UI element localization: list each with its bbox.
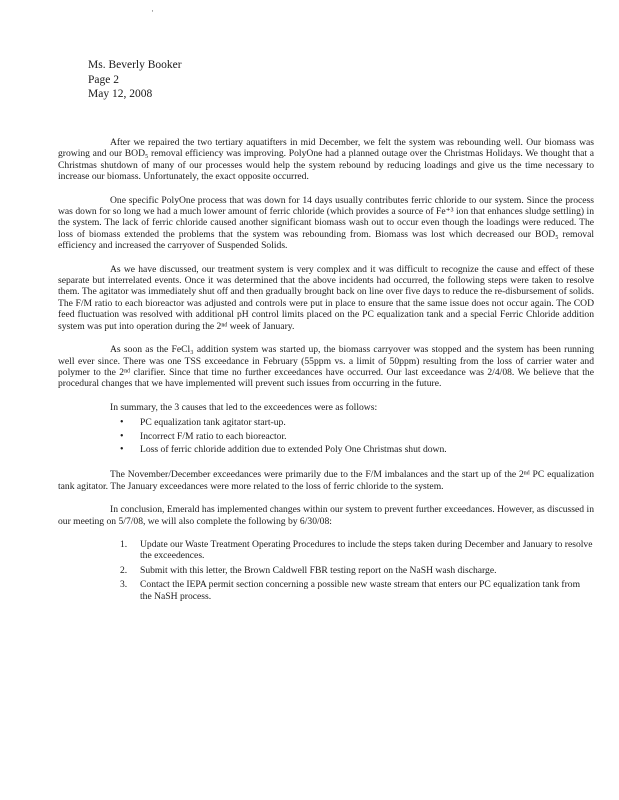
letter-body (58, 137, 594, 605)
letter-date: May 12, 2008 (88, 88, 153, 100)
paragraph-corrective-steps: As we have discussed, our treatment system is very complex and it was difficult to recognize the cause and effect of these separate but interrelated events. Once it was determined that the above incidents had occurred, the following steps were taken to resolve them. The agitator was immediately shut off and then gradually brought back on line over five days to reduce the re-disbursement of solids. The F/M ratio to each bioreactor was adjusted and controls were put in place to ensure that the same issue does not occur again. The COD feed fluctuation was resolved with additional pH control limits placed on the PC equalization tank and a special Ferric Chloride addition system was put into operation during the 2ⁿᵈ week of January. (58, 263, 594, 332)
page-mark: · (151, 6, 154, 16)
item-number: 3. (120, 579, 128, 591)
paragraph-summary: In summary, the 3 causes that led to the exceedences were as follows: (110, 401, 378, 413)
list-item (120, 579, 594, 602)
paragraph-ferric-chloride: One specific PolyOne process that was down for 14 days usually contributes ferric chloride to our system. Since the process was down for so long we had a much lower amount of ferric chloride (which provides a source of Fe⁺³ ion that enhances sludge settling) in the system. The lack of ferric chloride caused another significant biomass wash out to occur even though the loadings were reduced. The loss of biomass extended the problems that the system was rebounding from. Biomass was lost which decreased our BOD₅ removal efficiency and increased the carryover of Suspended Solids. (58, 194, 594, 252)
actions-list (58, 539, 594, 602)
item-text: Contact the IEPA permit section concerning a possible new waste stream that enters our PC equalization tank from the NaSH process. (140, 579, 581, 602)
list-item: • PC equalization tank agitator start-up. (120, 417, 594, 428)
list-item: • Loss of ferric chloride addition due to extended Poly One Christmas shut down. (120, 444, 594, 455)
list-item (120, 565, 594, 576)
paragraph-fecl3-system: As soon as the FeCl₃ addition system was started up, the biomass carryover was stopped and the system has been running well ever since. There was one TSS exceedance in February (55ppm vs. a limit of 50ppm) resulting from the loss of carrier water and polymer to the 2ⁿᵈ clarifier. Since that time no further exceedances have occurred. Our last exceedance was 2/4/08. We believe that the procedural changes that we have implemented will prevent such issues from occurring in the future. (58, 344, 594, 390)
causes-list (58, 417, 594, 455)
list-item (120, 539, 594, 562)
item-text: Update our Waste Treatment Operating Procedures to include the steps taken during December and January to resolve the exceedences. (140, 538, 593, 562)
item-text: Submit with this letter, the Brown Caldwell FBR testing report on the NaSH wash discharge. (140, 564, 497, 576)
paragraph-exceedance-causes: The November/December exceedances were primarily due to the F/M imbalances and the start up of the 2ⁿᵈ PC equalization tank agitator. The January exceedances were more related to the loss of ferric chloride to the system. (58, 469, 594, 492)
recipient-name: Ms. Beverly Booker (88, 59, 182, 71)
item-number: 1. (120, 538, 128, 550)
item-number: 2. (120, 564, 128, 576)
list-item: • Incorrect F/M ratio to each bioreactor. (120, 431, 594, 442)
paragraph-repairs: After we repaired the two tertiary aquatifters in mid December, we felt the system was rebounding well. Our biomass was growing and our BOD₅ removal efficiency was improving. PolyOne had a planned outage over the Christmas Holidays. We thought that a Christmas shutdown of many of our processes would help the system rebound by reducing loadings and give us the time necessary to increase our biomass. Unfortunately, the exact opposite occurred. (58, 137, 594, 183)
letter-header (88, 58, 182, 102)
page-number: Page 2 (88, 73, 119, 86)
paragraph-conclusion: In conclusion, Emerald has implemented changes within our system to prevent further exceedances. However, as discussed in our meeting on 5/7/08, we will also complete the following by 6/30/08: (58, 504, 594, 527)
